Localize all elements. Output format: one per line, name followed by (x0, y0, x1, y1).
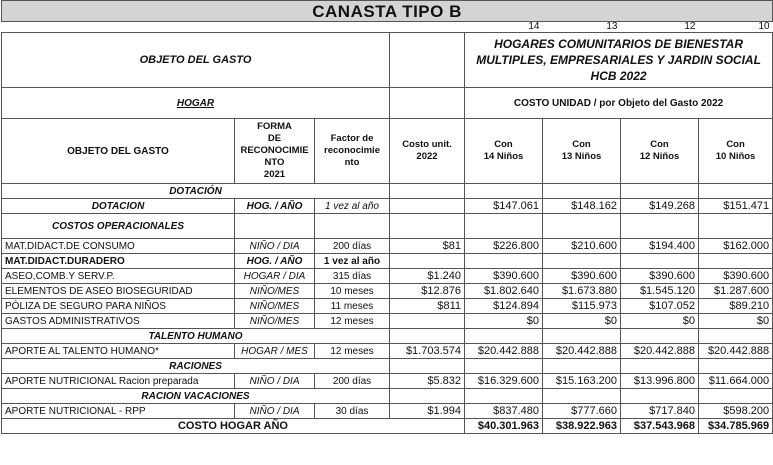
section-racion-vacaciones: RACION VACACIONES (2, 389, 390, 404)
objeto-gasto-heading: OBJETO DEL GASTO (2, 33, 390, 88)
count-10: 10 (758, 21, 770, 32)
table-row: GASTOS ADMINISTRATIVOS NIÑO/MES 12 meses $0 $0 $0 $0 (2, 314, 773, 329)
table-row: PÓLIZA DE SEGURO PARA NIÑOS NIÑO/MES 11 meses $811 $124.894 $115.973 $107.052 $89.210 (2, 299, 773, 314)
table-row: MAT.DIDACT.DE CONSUMO NIÑO / DIA 200 días $81 $226.800 $210.600 $194.400 $162.000 (2, 239, 773, 254)
col-13-header: Con 13 Niños (543, 119, 621, 184)
canasta-table (1, 0, 773, 434)
table-row: ASEO,COMB.Y SERV.P. HOGAR / DIA 315 días $1.240 $390.600 $390.600 $390.600 $390.600 (2, 269, 773, 284)
total-14: $40.301.963 (465, 419, 543, 434)
table-row: APORTE AL TALENTO HUMANO* HOGAR / MES 12 meses $1.703.574 $20.442.888 $20.442.888 $20.442.888 $20.442.888 (2, 344, 773, 359)
page-title: CANASTA TIPO B (2, 1, 773, 22)
table-row: APORTE NUTRICIONAL Racion preparada NIÑO / DIA 200 días $5.832 $16.329.600 $15.163.200 $13.996.800 $11.664.000 (2, 374, 773, 389)
col-costo-header: Costo unit. 2022 (390, 119, 465, 184)
total-label: COSTO HOGAR AÑO (2, 419, 465, 434)
count-14: 14 (528, 21, 540, 32)
section-raciones: RACIONES (2, 359, 390, 374)
count-12: 12 (684, 21, 696, 32)
section-dotacion: DOTACIÓN (2, 184, 390, 199)
col-14-header: Con 14 Niños (465, 119, 543, 184)
hogares-heading: HOGARES COMUNITARIOS DE BIENESTAR MULTIPLES, EMPRESARIALES Y JARDIN SOCIAL HCB 2022 (465, 33, 773, 88)
col-objeto-header: OBJETO DEL GASTO (2, 119, 235, 184)
table-row: ELEMENTOS DE ASEO BIOSEGURIDAD NIÑO/MES 10 meses $12.876 $1.802.640 $1.673.880 $1.545.120 $1.287.600 (2, 284, 773, 299)
total-10: $34.785.969 (699, 419, 773, 434)
table-row: MAT.DIDACT.DURADERO HOG. / AÑO 1 vez al año (2, 254, 773, 269)
hogar-heading: HOGAR (2, 88, 390, 119)
total-row (2, 419, 773, 434)
col-12-header: Con 12 Niños (621, 119, 699, 184)
section-talento-humano: TALENTO HUMANO (2, 329, 390, 344)
total-12: $37.543.968 (621, 419, 699, 434)
table-row: APORTE NUTRICIONAL - RPP NIÑO / DIA 30 días $1.994 $837.480 $777.660 $717.840 $598.200 (2, 404, 773, 419)
count-13: 13 (606, 21, 618, 32)
col-factor-header: Factor de reconocimie nto (315, 119, 390, 184)
costo-unidad-heading: COSTO UNIDAD / por Objeto del Gasto 2022 (465, 88, 773, 119)
section-costos-operacionales: COSTOS OPERACIONALES (2, 214, 235, 239)
col-forma-header: FORMA DE RECONOCIMIE NTO 2021 (235, 119, 315, 184)
table-row: DOTACION HOG. / AÑO 1 vez al año $147.061 $148.162 $149.268 $151.471 (2, 199, 773, 214)
total-13: $38.922.963 (543, 419, 621, 434)
col-10-header: Con 10 Niños (699, 119, 773, 184)
